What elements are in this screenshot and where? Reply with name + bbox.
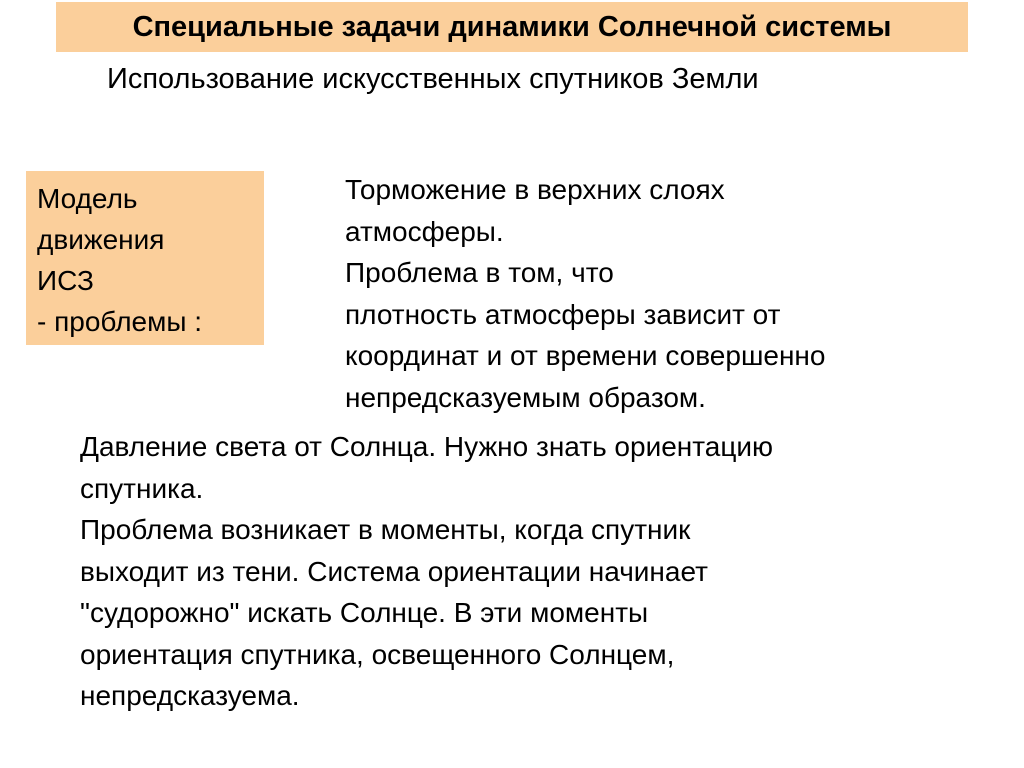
- text-line: Торможение в верхних слоях: [345, 174, 725, 205]
- text-line: ориентация спутника, освещенного Солнцем,: [80, 638, 675, 670]
- light-pressure-text: [80, 426, 773, 717]
- slide-subtitle: Использование искусственных спутников Земли: [107, 63, 759, 95]
- text-line: непредсказуема.: [80, 680, 300, 711]
- text-line: Проблема возникает в моменты, когда спутник: [80, 514, 691, 545]
- model-box-line: движения: [37, 224, 165, 255]
- model-box-line: - проблемы :: [37, 306, 203, 337]
- text-line: координат и от времени совершенно: [345, 340, 826, 371]
- model-problems-box: [26, 171, 264, 345]
- text-line: спутника.: [80, 472, 204, 504]
- text-line: Давление света от Солнца. Нужно знать ориентацию: [80, 431, 774, 462]
- atmosphere-drag-text: [345, 169, 825, 418]
- slide-title: Специальные задачи динамики Солнечной системы: [132, 10, 892, 43]
- model-box-line: Модель: [37, 183, 138, 214]
- slide-title-bar: [56, 2, 968, 52]
- text-line: плотность атмосферы зависит от: [345, 298, 781, 330]
- text-line: "судорожно" искать Солнце. В эти моменты: [80, 597, 649, 628]
- text-line: выходит из тени. Система ориентации начинает: [80, 555, 708, 587]
- text-line: непредсказуемым образом.: [345, 381, 706, 413]
- text-line: Проблема в том, что: [345, 257, 614, 288]
- text-line: атмосферы.: [345, 215, 504, 247]
- model-box-line: ИСЗ: [37, 265, 94, 296]
